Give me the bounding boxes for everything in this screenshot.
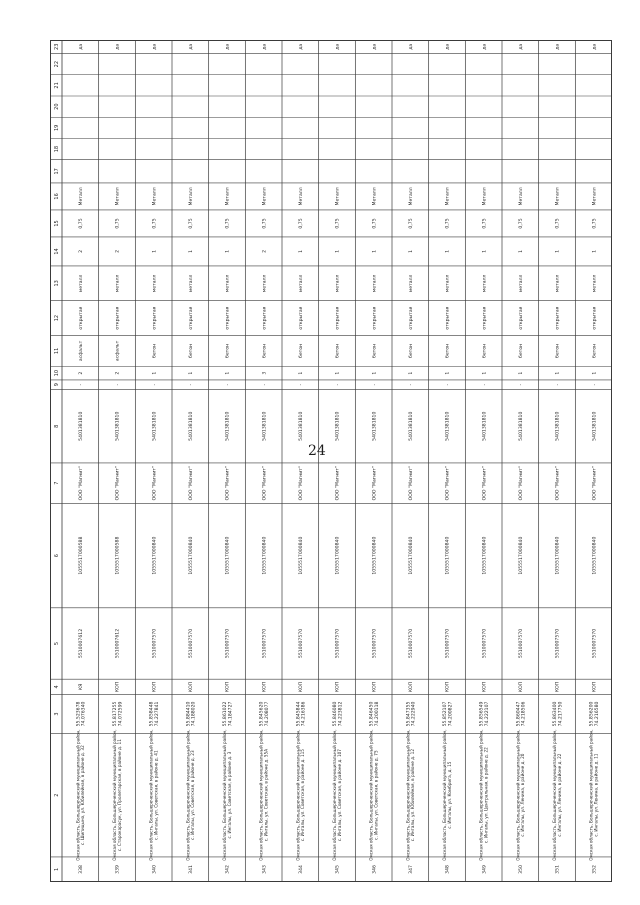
table-cell: 55.85654974.222107 — [479, 701, 490, 727]
table-cell: Омская область, Большереченский муниципальный район,с. Ингалы, ул. Комбрига, д. 15 — [442, 729, 452, 861]
table-cell: Металл — [152, 187, 158, 206]
column-number-10: 10 — [53, 369, 60, 377]
table-cell: бетон — [298, 343, 304, 359]
table-cell: 1 — [372, 249, 378, 253]
table-cell: 2 — [115, 371, 121, 375]
table-cell: 55.86102274.184727 — [222, 701, 234, 727]
table-cell: 350 — [518, 865, 524, 874]
table-cell: 55.84584474.216386 — [296, 701, 307, 727]
table-cell: - — [445, 383, 451, 386]
table-cell: ООО "Магнит" — [555, 466, 561, 501]
column-number-17: 17 — [53, 168, 60, 175]
table-cell: 352 — [592, 865, 598, 874]
table-cell: Металл — [188, 187, 194, 206]
table-cell: 0,75 — [188, 218, 194, 229]
table-cell: 344 — [298, 865, 304, 874]
table-cell: ООО "Магнит" — [372, 466, 378, 501]
page-number: 24 — [308, 443, 326, 459]
table-cell: металл — [592, 274, 598, 293]
column-number-15: 15 — [53, 220, 60, 227]
table-cell: КОП — [152, 681, 158, 693]
table-cell: - — [115, 383, 121, 386]
table-cell: 5510007570 — [225, 628, 231, 659]
table-cell: открытая — [152, 306, 158, 330]
table-cell: 1 — [335, 371, 341, 375]
table-cell: 5510007570 — [152, 628, 158, 659]
table-cell: открытая — [482, 306, 488, 330]
table-cell: 341 — [188, 865, 194, 874]
table-cell: - — [298, 383, 304, 386]
table-cell: да — [115, 43, 121, 50]
table-cell: да — [298, 43, 304, 50]
table-cell: 0,75 — [262, 218, 268, 229]
column-number-19: 19 — [53, 124, 60, 132]
table-cell: 55.52367874.076340 — [76, 701, 87, 727]
table-cell: КОП — [518, 681, 524, 693]
table-cell: ООО "Магнит" — [298, 466, 304, 501]
table-cell: открытая — [298, 306, 304, 330]
table-cell: КОП — [408, 681, 414, 693]
table-cell: 1055517000840 — [445, 536, 451, 575]
table-cell: 1 — [225, 371, 231, 375]
column-number-14: 14 — [53, 248, 60, 255]
table-cell: 1055517000840 — [298, 536, 304, 575]
table-cell: Металл — [78, 187, 84, 206]
table-cell: металл — [372, 274, 378, 293]
table-cell: Металл — [482, 187, 488, 206]
table-cell: 1055517000840 — [408, 536, 414, 575]
table-cell: открытая — [408, 306, 414, 330]
table-cell: да — [225, 43, 231, 50]
table-cell: Металл — [335, 187, 341, 206]
table-cell: 5401381810 — [518, 411, 524, 441]
table-cell: 55.88441074.188020 — [186, 701, 197, 727]
table-cell: - — [482, 383, 488, 386]
table-cell: 1 — [188, 249, 194, 253]
table-cell: да — [518, 43, 524, 50]
table-cell: 0,75 — [372, 218, 378, 229]
table-cell: 347 — [408, 865, 414, 874]
column-number-9: 9 — [53, 383, 60, 387]
table-cell: 1 — [298, 371, 304, 375]
column-number-12: 12 — [53, 314, 60, 322]
table-cell: 1 — [152, 371, 158, 375]
table-cell: открытая — [592, 306, 598, 330]
table-cell: металл — [78, 274, 84, 293]
table-cell: открытая — [555, 306, 561, 330]
table-cell: асфальт — [78, 340, 84, 362]
table-cell: 55.81725574.072599 — [112, 701, 124, 727]
table-cell: 1 — [592, 249, 598, 253]
table-cell: Омская область, Большереченский муниципальный район,с. Ингалы, ул. Советская, в районе д. 55А — [258, 729, 269, 861]
table-cell: 3 — [262, 371, 268, 375]
column-number-3: 3 — [53, 712, 60, 716]
table-cell: 1 — [518, 371, 524, 375]
table-cell: 1 — [555, 371, 561, 375]
column-number-11: 11 — [53, 347, 60, 355]
table-cell: металл — [225, 274, 231, 293]
table-cell: Омская область, Большереченский муниципальный район,с. Ингалы, ул. Ленина, в районе д. 20 — [515, 729, 526, 861]
table-cell: 5401381810 — [555, 411, 561, 441]
table-cell: 5401381810 — [482, 411, 488, 441]
table-cell: да — [482, 43, 488, 50]
table-cell: 1 — [152, 249, 158, 253]
table-cell: КОП — [298, 681, 304, 693]
table-cell: 1055517000840 — [592, 536, 598, 575]
table-cell: ООО "Магнит" — [445, 466, 451, 501]
table-cell: КОП — [262, 681, 268, 693]
table-cell: бетон — [372, 343, 378, 359]
table-cell: 0,75 — [555, 218, 561, 229]
table-cell: КОП — [115, 681, 121, 693]
table-cell: 348 — [445, 865, 451, 874]
table-cell: 1055517000840 — [555, 536, 561, 575]
table-cell: бетон — [592, 343, 598, 359]
table-cell: Омская область, Большереченский муниципальный район,с. Ингалы, ул. Советская, в районе д. 115 — [295, 729, 306, 861]
table-cell: открытая — [262, 306, 268, 330]
table-cell: 55.84645074.200118 — [369, 701, 380, 727]
table-cell: 5401381810 — [225, 411, 231, 441]
column-number-16: 16 — [53, 193, 60, 200]
table-cell: Омская область, Большереченский муниципальный район,с. Ингалы, ул. Советская, в районе д. 41 — [148, 729, 159, 861]
table-cell: 1055517000588 — [78, 536, 84, 575]
table-cell: 5510007570 — [445, 628, 451, 659]
table-cell: да — [592, 43, 598, 50]
table-cell: КОП — [188, 681, 194, 693]
table-cell: - — [152, 383, 158, 386]
table-cell: КОП — [372, 681, 378, 693]
table-cell: ООО "Магнит" — [78, 466, 84, 501]
table-cell: ООО "Магнит" — [482, 466, 488, 501]
table-cell: 5510007570 — [555, 628, 561, 659]
table-cell: - — [592, 383, 598, 386]
table-cell: - — [225, 383, 231, 386]
table-cell: Омская область, Большереченский муниципальный район,с. Ингалы, ул. Ленина, в районе д. 22 — [552, 729, 562, 861]
table-cell: 1 — [408, 249, 414, 253]
table-cell: ООО "Магнит" — [335, 466, 341, 501]
table-cell: металл — [482, 274, 488, 293]
table-cell: - — [555, 383, 561, 386]
table-cell: 1055517000840 — [152, 536, 158, 575]
table-cell: ООО "Магнит" — [225, 466, 231, 501]
table-cell: 1 — [445, 371, 451, 375]
table-cell: да — [188, 43, 194, 50]
table-cell: 5510007570 — [298, 628, 304, 659]
table-cell: 1 — [518, 249, 524, 253]
table-cell: металл — [152, 274, 158, 293]
table-cell: 5510007570 — [518, 628, 524, 659]
table-cell: КЯ — [78, 683, 84, 691]
table-cell: 1055517000840 — [335, 536, 341, 575]
column-number-23: 23 — [53, 43, 60, 50]
table-cell: Металл — [372, 187, 378, 206]
table-cell: ООО "Магнит" — [188, 466, 194, 501]
table-cell: Металл — [262, 187, 268, 206]
table-cell: 1 — [372, 371, 378, 375]
table-cell: 5401381810 — [445, 411, 451, 441]
table-cell: КОП — [555, 681, 561, 693]
table-cell: Омская область, Большереченский муниципальный район,с. Ингалы, ул. Советская, в районе д. 23 — [185, 729, 196, 861]
table-cell: да — [152, 43, 158, 50]
table-cell: 0,75 — [152, 218, 158, 229]
table-cell: бетон — [225, 343, 231, 359]
table-cell: 5510007570 — [262, 628, 268, 659]
table-cell: 55.86340074.217750 — [552, 701, 564, 727]
table-cell: металл — [115, 274, 121, 293]
table-cell: 55.84562074.208077 — [259, 701, 270, 727]
table-cell: 5401381810 — [152, 411, 158, 441]
table-cell: металл — [555, 274, 561, 293]
table-cell: да — [335, 43, 341, 50]
table-cell: 5401381810 — [298, 411, 304, 441]
table-cell: 0,75 — [482, 218, 488, 229]
table-cell: 1 — [592, 371, 598, 375]
table-cell: да — [372, 43, 378, 50]
table-cell: 5401381810 — [188, 411, 194, 441]
table-cell: 1055517000840 — [518, 536, 524, 575]
table-cell: 343 — [262, 865, 268, 874]
table-cell: Металл — [592, 187, 598, 206]
table-cell: 339 — [115, 865, 121, 874]
table-cell: 55.85620074.216580 — [589, 701, 600, 727]
column-number-1: 1 — [53, 867, 60, 872]
column-number-8: 8 — [53, 424, 60, 428]
table-cell: 1 — [555, 249, 561, 253]
table-cell: 338 — [78, 865, 84, 874]
table-cell: - — [188, 383, 194, 386]
table-cell: 5401381810 — [408, 411, 414, 441]
table-cell: 351 — [555, 865, 561, 874]
table-cell: 5510007570 — [408, 628, 414, 659]
table-cell: 5510007570 — [188, 628, 194, 659]
table-cell: 5510007612 — [78, 628, 84, 659]
table-cell: ООО "Магнит" — [592, 466, 598, 501]
table-cell: ООО "Магнит" — [152, 466, 158, 501]
table-cell: да — [555, 43, 561, 50]
table-cell: Омская область, Большереченский муниципальный район,с. Старокарасук, ул. Пролетарская, в районе д. 11 — [112, 729, 122, 861]
column-number-2: 2 — [53, 793, 60, 797]
table-cell: бетон — [188, 343, 194, 359]
table-cell: Металл — [225, 187, 231, 206]
table-cell: ООО "Магнит" — [408, 466, 414, 501]
table-cell: 2 — [262, 249, 268, 253]
table-cell: открытая — [188, 306, 194, 330]
table-cell: 1055517000840 — [372, 536, 378, 575]
table-cell: 2 — [115, 249, 121, 253]
table-cell: Металл — [408, 187, 414, 206]
table-cell: открытая — [78, 306, 84, 330]
table-cell: 5510007612 — [115, 628, 121, 659]
table-cell: открытая — [445, 306, 451, 330]
table-cell: 1055517000840 — [262, 536, 268, 575]
table-cell: металл — [262, 274, 268, 293]
table-cell: Омская область, Большереченский муниципальный район,с. Ингалы, ул. Советская, в районе д. 75 — [368, 729, 379, 861]
table-cell: металл — [298, 274, 304, 293]
table-cell: бетон — [408, 343, 414, 359]
table-cell: - — [335, 383, 341, 386]
table-cell: 55.84735574.222940 — [406, 701, 417, 727]
table-cell: 55.85844874.227841 — [149, 701, 160, 727]
table-cell: бетон — [555, 343, 561, 359]
column-number-7: 7 — [53, 481, 60, 485]
table-cell: Металл — [555, 187, 561, 206]
table-cell: 1 — [482, 371, 488, 375]
table-cell: 1 — [298, 249, 304, 253]
table-cell: 0,75 — [335, 218, 341, 229]
column-number-18: 18 — [53, 145, 60, 153]
table-cell: бетон — [518, 343, 524, 359]
table-cell: Омская область, Большереченский муниципальный район,с. Ингалы, ул. Советская, в районе д. 3 — [222, 729, 232, 861]
table-cell: 342 — [225, 865, 231, 874]
table-cell: - — [372, 383, 378, 386]
table-cell: 0,75 — [518, 218, 524, 229]
table-cell: открытая — [335, 306, 341, 330]
table-cell: 5401381810 — [372, 411, 378, 441]
table-cell: КОП — [592, 681, 598, 693]
table-cell: 5401381810 — [262, 411, 268, 441]
table-cell: Омская область, Большереченский муниципальный район,с. Ингалы, ул. Советская, в районе д. 107 — [332, 729, 342, 861]
table-cell: КОП — [335, 681, 341, 693]
table-cell: да — [78, 43, 84, 50]
table-cell: 1 — [225, 249, 231, 253]
table-cell: да — [262, 43, 268, 50]
table-cell: Омская область, Большереченский муниципальный район,с. Шипицыно, ул. Юбилейная, в районе д. 32 — [75, 729, 86, 861]
table-cell: ООО "Магнит" — [518, 466, 524, 501]
table-cell: 5510007570 — [592, 628, 598, 659]
table-cell: 340 — [152, 865, 158, 874]
table-cell: металл — [445, 274, 451, 293]
table-cell: 0,75 — [445, 218, 451, 229]
table-cell: Омская область, Большереченский муниципальный район,с. Ингалы, ул. Центральная, в районе д. 22 — [478, 729, 489, 861]
table-cell: 5401381810 — [592, 411, 598, 441]
column-number-4: 4 — [53, 685, 60, 689]
table-cell: КОП — [445, 681, 451, 693]
table-cell: 1055517000840 — [482, 536, 488, 575]
table-cell: 345 — [335, 865, 341, 874]
table-cell: 55.84608074.223812 — [332, 701, 344, 727]
table-cell: да — [408, 43, 414, 50]
table-cell: 5401381810 — [78, 411, 84, 441]
table-cell: - — [408, 383, 414, 386]
table-cell: открытая — [372, 306, 378, 330]
table-cell: 1 — [445, 249, 451, 253]
table-cell: - — [518, 383, 524, 386]
table-cell: Омская область, Большереченский муниципальный район,с. Ингалы, ул. Ленина, в районе д. 11 — [588, 729, 599, 861]
table-cell: КОП — [225, 681, 231, 693]
table-cell: металл — [518, 274, 524, 293]
table-cell: да — [445, 43, 451, 50]
table-cell: 1 — [188, 371, 194, 375]
table-cell: 1055517000840 — [188, 536, 194, 575]
table-cell: Металл — [445, 187, 451, 206]
table-cell: открытая — [225, 306, 231, 330]
table-cell: 0,75 — [298, 218, 304, 229]
table-cell: 2 — [78, 249, 84, 253]
table-cell: асфальт — [115, 340, 121, 362]
table-cell: - — [262, 383, 268, 386]
table-cell: 5401381810 — [115, 411, 121, 441]
column-number-20: 20 — [53, 103, 60, 110]
table-cell: металл — [335, 274, 341, 293]
table-cell: 55.85210774.200827 — [442, 701, 454, 727]
table-cell: 0,75 — [225, 218, 231, 229]
table-cell: 1055517000588 — [115, 536, 121, 575]
table-cell: 2 — [78, 371, 84, 375]
table-cell: бетон — [482, 343, 488, 359]
column-number-5: 5 — [53, 641, 60, 646]
table-cell: бетон — [152, 343, 158, 359]
table-cell: 5510007570 — [482, 628, 488, 659]
table-cell: 1 — [408, 371, 414, 375]
table-cell: 5401381810 — [335, 411, 341, 441]
table-cell: КОП — [482, 681, 488, 693]
table-cell: Металл — [298, 187, 304, 206]
table-cell: ООО "Магнит" — [115, 466, 121, 501]
table-cell: Металл — [518, 187, 524, 206]
table-cell: бетон — [335, 343, 341, 359]
table-cell: бетон — [262, 343, 268, 359]
table-cell: 5510007570 — [372, 628, 378, 659]
table-cell: 1055517000840 — [225, 536, 231, 575]
registry-table-grid — [50, 40, 612, 882]
table-cell: 0,75 — [408, 218, 414, 229]
table-cell: открытая — [518, 306, 524, 330]
table-cell: открытая — [115, 306, 121, 330]
table-cell: бетон — [445, 343, 451, 359]
column-number-13: 13 — [53, 280, 60, 287]
table-cell: металл — [188, 274, 194, 293]
column-number-6: 6 — [53, 554, 60, 558]
table-cell: 1 — [335, 249, 341, 253]
column-number-21: 21 — [53, 82, 60, 89]
table-cell: 1 — [482, 249, 488, 253]
table-cell: 0,75 — [78, 218, 84, 229]
table-cell: металл — [408, 274, 414, 293]
table-cell: Металл — [115, 187, 121, 206]
table-cell: ООО "Магнит" — [262, 466, 268, 501]
table-cell: 0,75 — [592, 218, 598, 229]
table-cell: 0,75 — [115, 218, 121, 229]
registry-table — [50, 40, 612, 882]
table-cell: - — [78, 383, 84, 386]
table-cell: Омская область, Большереченский муниципальный район,с. Ингалы, ул. Юбилейная, в районе д. 12 — [405, 729, 416, 861]
table-cell: 346 — [372, 865, 378, 874]
table-cell: 5510007570 — [335, 628, 341, 659]
table-cell: 349 — [482, 865, 488, 874]
column-number-22: 22 — [53, 60, 60, 68]
table-cell: 55.86044774.218506 — [516, 701, 527, 727]
